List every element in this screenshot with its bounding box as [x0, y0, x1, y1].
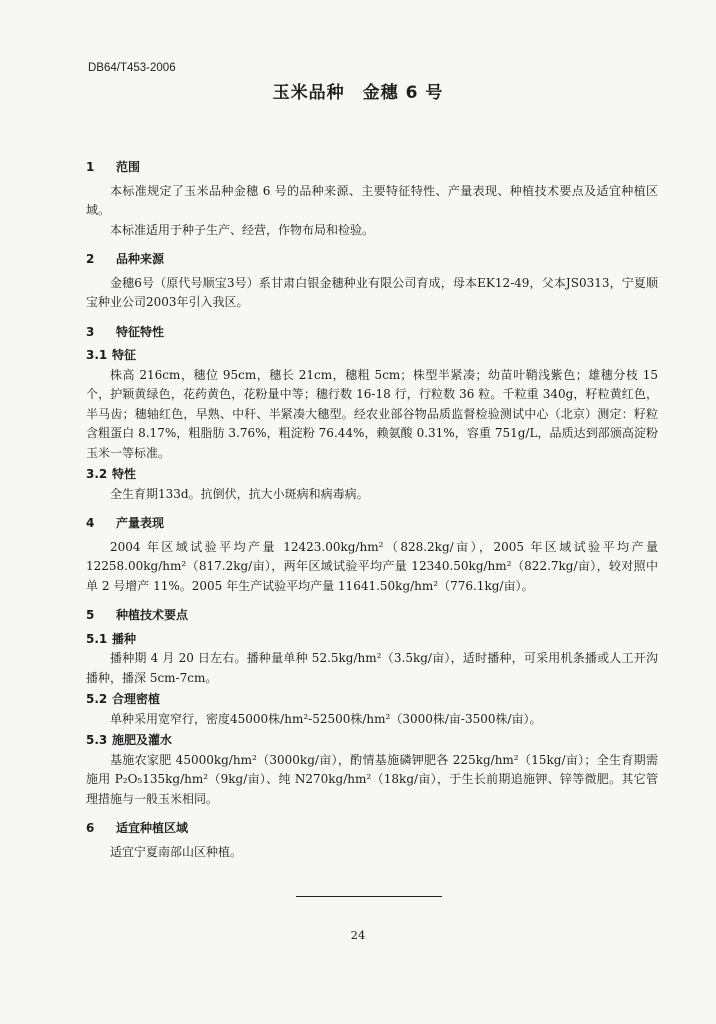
paragraph: 播种期 4 月 20 日左右。播种量单种 52.5kg/hm²（3.5kg/亩），适时播种，可采用机条播或人工开沟播种，播深 5cm-7cm。	[86, 651, 658, 685]
section-heading	[86, 323, 658, 343]
paragraph: 单种采用宽窄行，密度45000株/hm²-52500株/hm²（3000株/亩-3500株/亩）。	[110, 711, 542, 726]
section-number: 4	[86, 516, 95, 530]
section-heading	[86, 158, 658, 178]
section-number: 1	[86, 160, 95, 174]
document-body	[86, 148, 658, 868]
paragraph: 适宜宁夏南部山区种植。	[110, 844, 243, 859]
section-number: 3	[86, 324, 95, 339]
section-heading	[86, 514, 658, 534]
subsection-number: 5.2	[86, 692, 108, 706]
section-title: 特征特性	[116, 324, 165, 339]
section-suitable-area	[86, 819, 658, 862]
subsection-heading	[86, 346, 658, 366]
title-variety-label: 玉米品种	[272, 83, 345, 103]
section-heading	[86, 819, 658, 839]
paragraph: 2004 年区域试验平均产量 12423.00kg/hm²（828.2kg/亩），2005 年区域试验平均产量 12258.00kg/hm²（817.2kg/亩），两年区域试验平均产量 12340.50kg/hm²（822.7kg/亩），较对照中单 2 号增产 11%。2005 年生产试验平均产量 11641.50kg/hm²（776.1kg/亩）。	[86, 539, 658, 593]
section-title: 种植技术要点	[116, 608, 189, 622]
end-rule	[296, 896, 442, 897]
subsection-number: 5.3	[86, 733, 108, 747]
subsection-number: 5.1	[86, 631, 108, 646]
paragraph: 基施农家肥 45000kg/hm²（3000kg/亩），酌情基施磷钾肥各 225kg/hm²（15kg/亩）；全生育期需施用 P₂O₅135kg/hm²（9kg/亩）、纯 N270kg/hm²（18kg/亩），于生长前期追施钾、锌等微肥。其它管理措施与一般玉米相同。	[86, 752, 658, 806]
document-id: DB64/T453-2006	[88, 62, 176, 74]
page-number: 24	[350, 928, 366, 942]
section-heading	[86, 250, 658, 270]
section-title: 适宜种植区域	[116, 821, 189, 835]
section-origin	[86, 250, 658, 313]
page-title	[0, 78, 716, 103]
section-heading	[86, 606, 658, 626]
section-characteristics	[86, 323, 658, 505]
subsection-heading	[86, 731, 658, 751]
section-scope	[86, 158, 658, 240]
paragraph: 株高 216cm，穗位 95cm，穗长 21cm，穗粗 5cm；株型半紧凑；幼苗叶鞘浅紫色；雄穗分枝 15 个，护颖黄绿色，花药黄色，花粉量中等；穗行数 16-18 行，行粒数 36 粒。千粒重 340g，籽粒黄红色，半马齿；穗轴红色，早熟、中秆、半紧凑大穗型。经农业部谷物品质监督检验测试中心（北京）测定：籽粒含粗蛋白 8.17%，粗脂肪 3.76%，粗淀粉 76.44%，赖氨酸 0.31%，容重 751g/L，品质达到部颁高淀粉玉米一等标准。	[86, 367, 658, 460]
section-yield	[86, 514, 658, 596]
section-number: 6	[86, 821, 95, 835]
subsection-title: 施肥及灌水	[112, 733, 173, 747]
section-cultivation	[86, 606, 658, 809]
section-title: 产量表现	[116, 516, 165, 530]
section-number: 2	[86, 252, 95, 266]
subsection-number: 3.1	[86, 348, 108, 362]
subsection-number: 3.2	[86, 467, 108, 481]
subsection-title: 合理密植	[112, 692, 161, 706]
subsection-heading	[86, 690, 658, 710]
subsection-heading	[86, 630, 658, 650]
paragraph: 本标准规定了玉米品种金穗 6 号的品种来源、主要特征特性、产量表现、种植技术要点及适宜种植区域。	[86, 183, 658, 217]
section-title: 范围	[116, 160, 141, 174]
paragraph: 本标准适用于种子生产、经营，作物布局和检验。	[110, 222, 375, 237]
section-number: 5	[86, 608, 95, 622]
title-variety-name: 金穗 6 号	[362, 83, 444, 103]
subsection-title: 特性	[112, 467, 137, 481]
subsection-title: 播种	[112, 631, 137, 646]
paragraph: 金穗6号（原代号顺宝3号）系甘肃白银金穗种业有限公司育成，母本EK12-49，父本JS0313，宁夏顺宝种业公司2003年引入我区。	[86, 275, 658, 309]
subsection-title: 特征	[112, 348, 137, 362]
section-title: 品种来源	[116, 252, 165, 266]
subsection-heading	[86, 465, 658, 485]
paragraph: 全生育期133d。抗倒伏，抗大小斑病和病毒病。	[110, 486, 369, 501]
